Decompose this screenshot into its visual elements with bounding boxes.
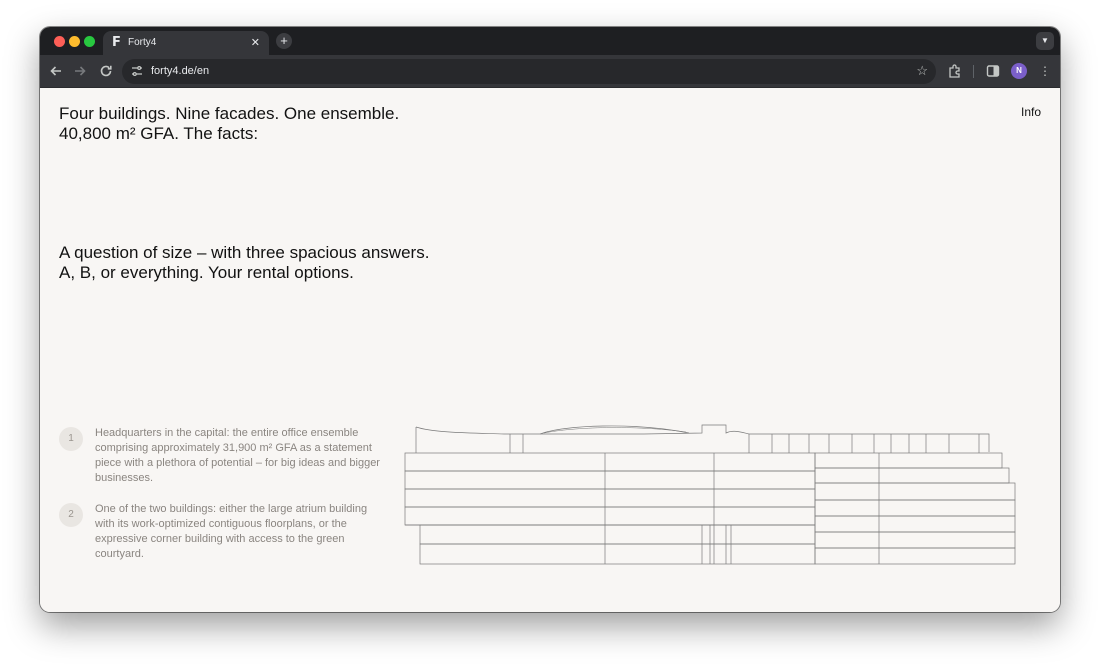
minimize-window-button[interactable] (69, 36, 80, 47)
tab-search-button[interactable]: ▼ (1036, 32, 1054, 50)
tab-forty4[interactable] (103, 31, 269, 55)
star-icon[interactable]: ☆ (916, 63, 928, 78)
browser-window (40, 27, 1060, 612)
more-vert-icon[interactable]: ⋮ (1039, 64, 1051, 78)
building-elevation-drawing (404, 419, 1018, 565)
arrow-right-icon (72, 63, 88, 79)
browser-toolbar (40, 55, 1060, 88)
tab-strip (40, 27, 1060, 55)
back-button[interactable] (48, 63, 64, 79)
side-panel-button[interactable] (985, 63, 1001, 79)
reload-button[interactable] (98, 63, 114, 79)
tune-icon[interactable] (130, 64, 144, 78)
toolbar-divider (973, 65, 974, 78)
extensions-button[interactable] (947, 63, 963, 79)
option-number-badge: 2 (59, 503, 83, 527)
arrow-left-icon (48, 63, 64, 79)
option-description: One of the two buildings: either the large atrium building with its work-optimized contiguous floorplans, or the expressive corner building with access to the green courtyard. (95, 503, 368, 560)
info-link[interactable]: Info (1020, 105, 1041, 119)
profile-avatar[interactable]: N (1011, 63, 1027, 79)
heading1-line1: Four buildings. Nine facades. One ensemble. (59, 104, 400, 123)
reload-icon (98, 63, 114, 79)
page-content (40, 89, 1060, 612)
maximize-window-button[interactable] (84, 36, 95, 47)
puzzle-icon (947, 63, 963, 79)
close-window-button[interactable] (54, 36, 65, 47)
forward-button[interactable] (72, 63, 88, 79)
heading1-line2: 40,800 m² GFA. The facts: (59, 124, 259, 143)
rental-options-heading (59, 243, 429, 283)
address-bar[interactable] (122, 59, 936, 84)
new-tab-button[interactable]: + (276, 33, 292, 49)
ensemble-facts-heading (59, 104, 399, 144)
heading2-line2: A, B, or everything. Your rental options. (59, 263, 354, 282)
url-text[interactable]: forty4.de/en (151, 65, 210, 77)
tab-title: Forty4 (128, 37, 157, 48)
close-tab-icon[interactable]: ✕ (250, 37, 260, 49)
heading2-line1: A question of size – with three spacious answers. (59, 243, 430, 262)
side-panel-icon (985, 63, 1001, 79)
option-description: Headquarters in the capital: the entire office ensemble comprising approximately 31,900 m² GFA as a statement piece with a plethora of potential – for big ideas and bigger businesses. (95, 427, 380, 484)
site-favicon-icon: F (112, 35, 121, 50)
option-number-badge: 1 (59, 427, 83, 451)
